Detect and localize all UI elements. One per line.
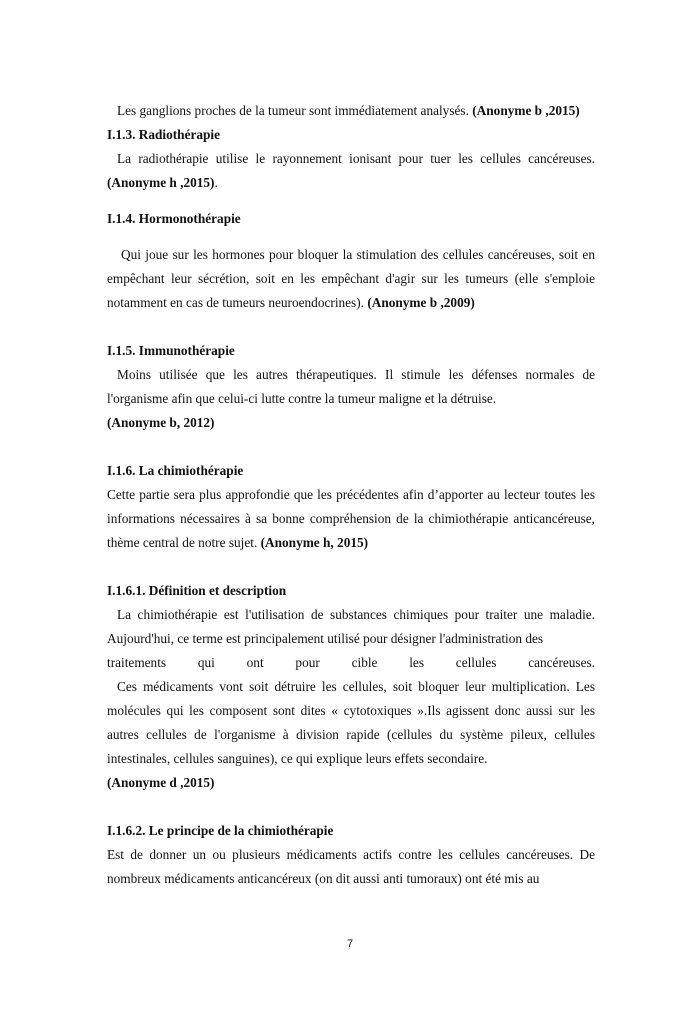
heading-radiotherapie: I.1.3. Radiothérapie bbox=[107, 127, 221, 142]
paragraph-text: Moins utilisée que les autres thérapeutiques. Il stimule les défenses normales de l'organisme afin que celui-ci lutte contre la tumeur maligne et la détruise. bbox=[107, 367, 595, 406]
paragraph-definition-b: traitements qui ont pour cible les cellules cancéreuses. bbox=[107, 655, 595, 670]
citation: (Anonyme b, 2012) bbox=[107, 415, 215, 430]
heading-definition-description: I.1.6.1. Définition et description bbox=[107, 583, 287, 598]
heading-immunotherapie: I.1.5. Immunothérapie bbox=[107, 343, 235, 358]
paragraph-principe: Est de donner un ou plusieurs médicaments actifs contre les cellules cancéreuses. De nombreux médicaments anticancéreux (on dit aussi anti tumoraux) ont été mis au bbox=[107, 847, 595, 886]
citation: (Anonyme d ,2015) bbox=[107, 775, 215, 790]
heading-principe-chimiotherapie: I.1.6.2. Le principe de la chimiothérapie bbox=[107, 823, 334, 838]
citation: (Anonyme b ,2015) bbox=[472, 103, 580, 118]
page-number: 7 bbox=[346, 938, 354, 950]
paragraph-definition-a: La chimiothérapie est l'utilisation de substances chimiques pour traiter une maladie. Aujourd'hui, ce terme est principalement utilisé pour désigner l'administration des bbox=[107, 607, 595, 646]
paragraph-text: Cette partie sera plus approfondie que les précédentes afin d’apporter au lecteur toutes les informations nécessaires à sa bonne compréhension de la chimiothérapie anticancéreuse, thème central de notre sujet. bbox=[107, 487, 595, 550]
paragraph-text: Ces médicaments vont soit détruire les cellules, soit bloquer leur multiplication. Les molécules qui les composent sont dites « cytotoxiques ».Ils agissent donc aussi sur les autres cellules de l'organisme à division rapide (cellules du système pileux, cellules intestinales, cellules sanguines), ce qui explique leurs effets secondaire. bbox=[107, 679, 595, 766]
paragraph-text: La radiothérapie utilise le rayonnement ionisant pour tuer les cellules cancéreuses. bbox=[117, 151, 595, 166]
document-page bbox=[107, 99, 595, 891]
citation: (Anonyme h ,2015) bbox=[107, 175, 215, 190]
heading-chimiotherapie: I.1.6. La chimiothérapie bbox=[107, 463, 244, 478]
paragraph-hormonotherapie bbox=[107, 243, 595, 315]
period: . bbox=[214, 175, 218, 190]
citation: (Anonyme b ,2009) bbox=[367, 295, 475, 310]
paragraph-ganglions bbox=[107, 99, 595, 123]
paragraph-chimiotherapie bbox=[107, 483, 595, 555]
paragraph-radiotherapie bbox=[107, 147, 595, 195]
heading-hormonotherapie: I.1.4. Hormonothérapie bbox=[107, 211, 241, 226]
paragraph-text: Qui joue sur les hormones pour bloquer la stimulation des cellules cancéreuses, soit en empêchant leur sécrétion, soit en les empêchant d'agir sur les tumeurs (elle s'emploie notamment en cas de tumeurs neuroendocrines). bbox=[107, 247, 595, 310]
paragraph-definition-c bbox=[107, 675, 595, 771]
paragraph-text: Les ganglions proches de la tumeur sont immédiatement analysés. bbox=[117, 103, 469, 118]
paragraph-immunotherapie bbox=[107, 363, 595, 411]
citation: (Anonyme h, 2015) bbox=[260, 535, 369, 550]
